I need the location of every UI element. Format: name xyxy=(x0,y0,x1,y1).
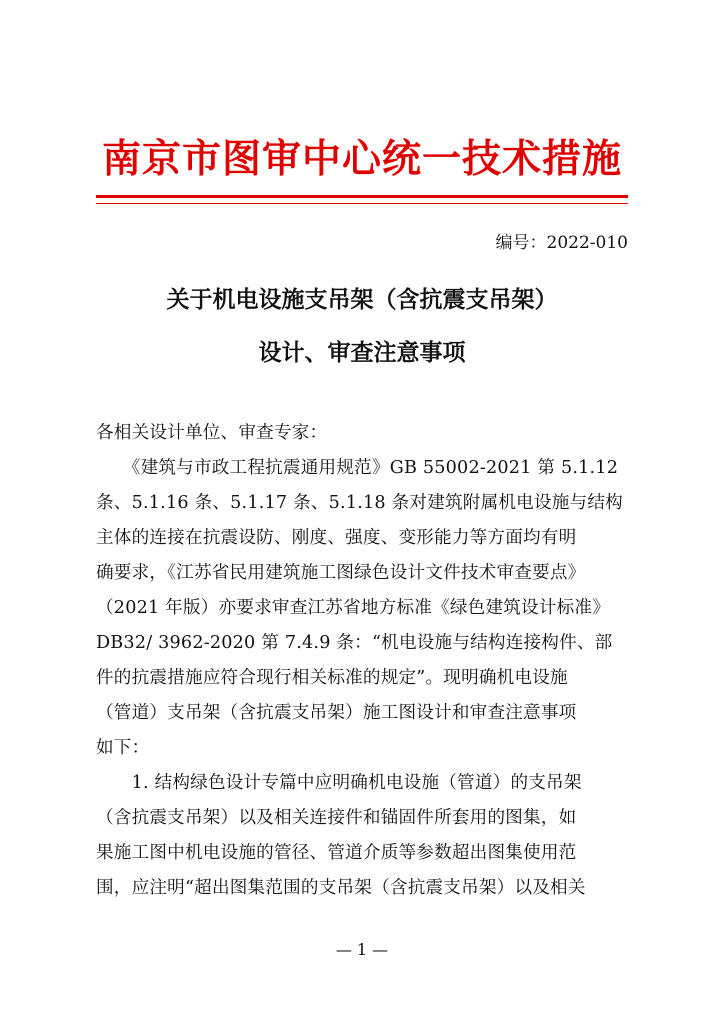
body-line: 果施工图中机电设施的管径、管道介质等参数超出图集使用范 xyxy=(96,843,577,863)
document-title-line-1: 关于机电设施支吊架（含抗震支吊架） xyxy=(166,286,558,313)
page-number: — 1 — xyxy=(335,940,389,959)
body-line: 条、5.1.16 条、5.1.17 条、5.1.18 条对建筑附属机电设施与结构 xyxy=(96,493,623,513)
masthead-title: 南京市图审中心统一技术措施 xyxy=(101,137,622,182)
body-line: 《建筑与市政工程抗震通用规范》GB 55002-2021 第 5.1.12 xyxy=(96,458,619,478)
body-line: 各相关设计单位、审查专家： xyxy=(96,423,328,443)
masthead-rule-thin xyxy=(96,203,628,204)
document-title-line-2: 设计、审查注意事项 xyxy=(258,339,466,366)
body-line: 确要求，《江苏省民用建筑施工图绿色设计文件技术审查要点》 xyxy=(96,563,586,583)
body-line: 围，应注明“超出图集范围的支吊架（含抗震支吊架）以及相关 xyxy=(96,878,586,898)
body-line: （2021 年版）亦要求审查江苏省地方标准《绿色建筑设计标准》 xyxy=(96,598,611,618)
body-line: DB32/ 3962-2020 第 7.4.9 条：“机电设施与结构连接构件、部 xyxy=(96,633,613,653)
body-line: 件的抗震措施应符合现行相关标准的规定”。现明确机电设施 xyxy=(96,668,568,688)
masthead-rule-thick xyxy=(96,195,628,198)
document-number: 编号：2022-010 xyxy=(495,233,628,253)
body-line: 1. 结构绿色设计专篇中应明确机电设施（管道）的支吊架 xyxy=(96,773,582,793)
body-line: 主体的连接在抗震设防、刚度、强度、变形能力等方面均有明 xyxy=(96,528,577,548)
body-line: （含抗震支吊架）以及相关连接件和锚固件所套用的图集，如 xyxy=(96,808,577,828)
body-line: 如下： xyxy=(96,738,150,758)
body-line: （管道）支吊架（含抗震支吊架）施工图设计和审查注意事项 xyxy=(96,703,577,723)
